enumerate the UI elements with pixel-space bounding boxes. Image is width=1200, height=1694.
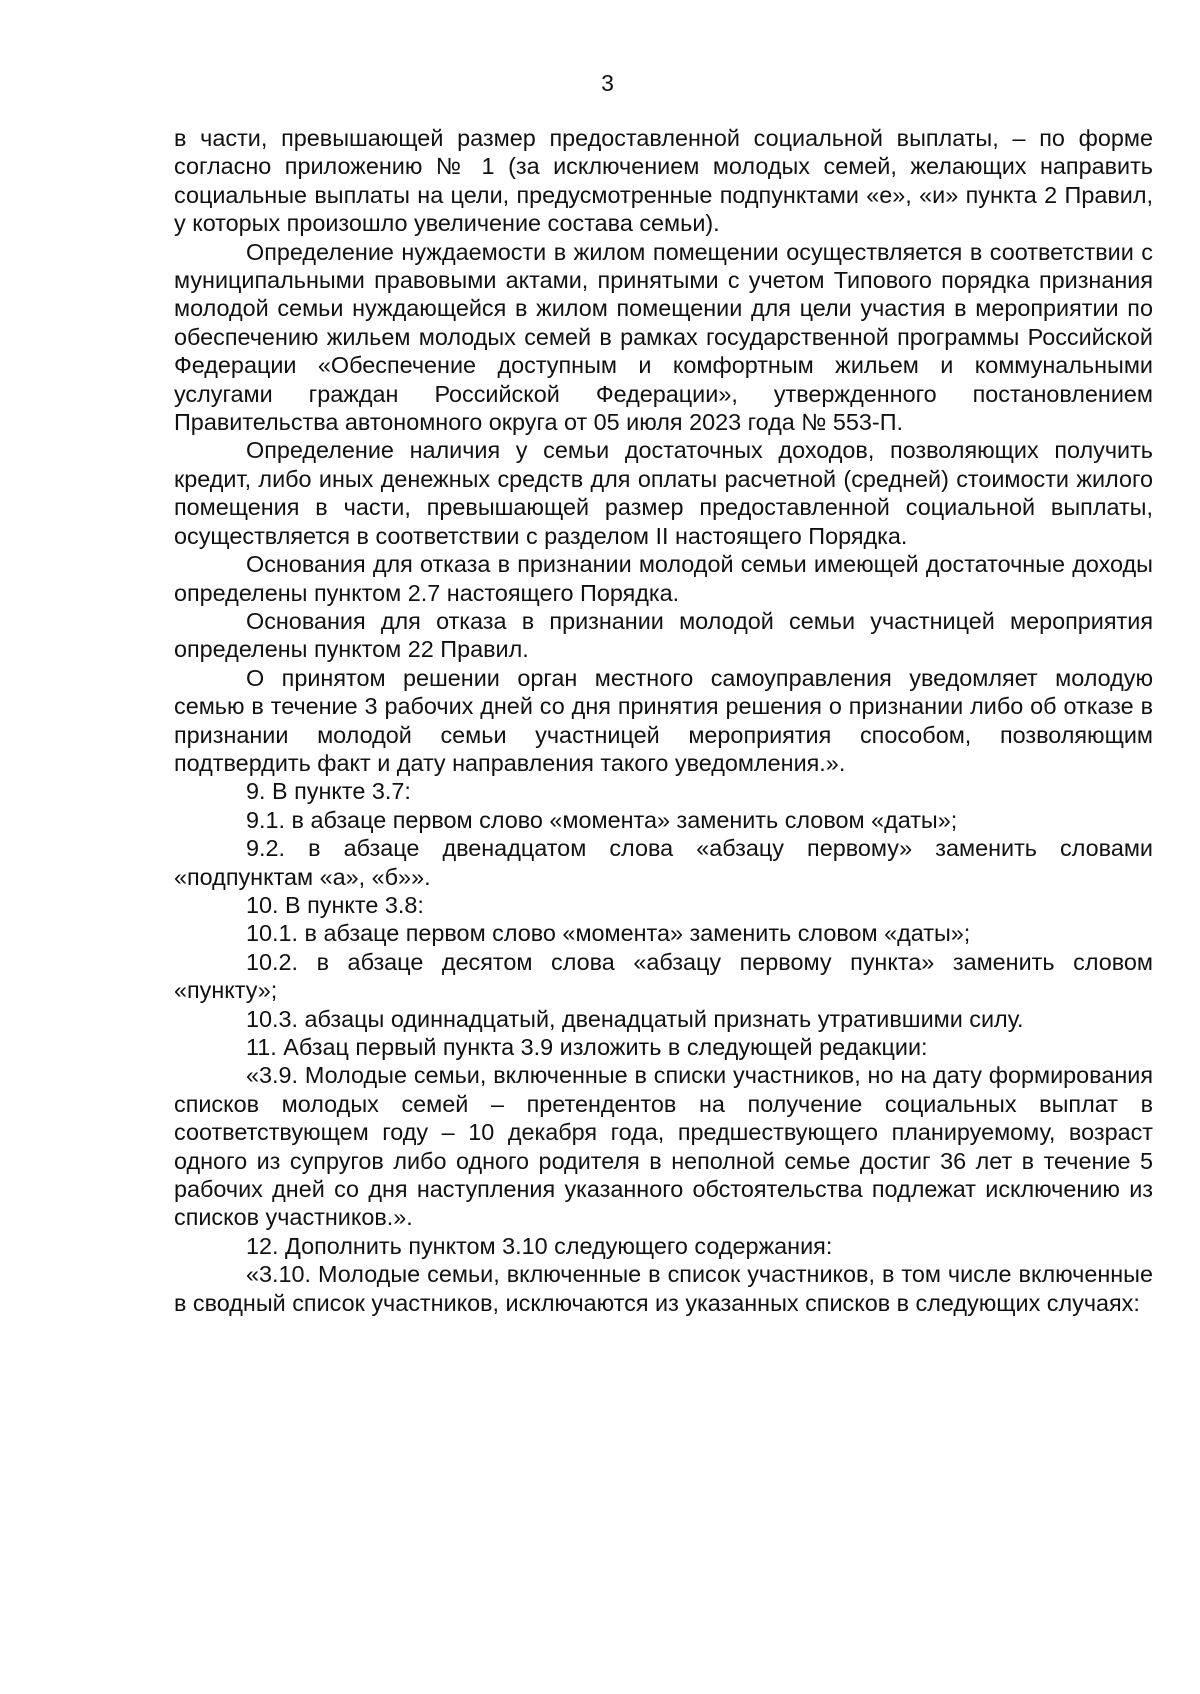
paragraph: Основания для отказа в признании молодой семьи имеющей достаточные доходы определены пунктом 2.7 настоящего Порядка. bbox=[174, 551, 1153, 606]
paragraph: О принятом решении орган местного самоуправления уведомляет молодую семью в течение 3 рабочих дней со дня принятия решения о признании либо об отказе в признании молодой семьи участницей мероприятия способом, позволяющим подтвердить факт и дату направления такого уведомления.». bbox=[174, 664, 1153, 776]
paragraph: 10. В пункте 3.8: bbox=[246, 891, 424, 918]
paragraph: «3.10. Молодые семьи, включенные в список участников, в том числе включенные в сводный список участников, исключаются из указанных списков в следующих случаях: bbox=[174, 1261, 1153, 1316]
paragraph: Основания для отказа в признании молодой семьи участницей мероприятия определены пунктом 22 Правил. bbox=[174, 607, 1153, 663]
paragraph: «3.9. Молодые семьи, включенные в списки участников, но на дату формирования списков молодых семей – претендентов на получение социальных выплат в соответствующем году – 10 декабря года, предшествующего планируемому, возраст одного из супругов либо одного родителя в неполной семье достиг 36 лет в течение 5 рабочих дней со дня наступления указанного обстоятельства подлежат исключению из списков участников.». bbox=[174, 1062, 1153, 1231]
paragraph: 10.1. в абзаце первом слово «момента» заменить словом «даты»; bbox=[246, 920, 971, 947]
paragraph: в части, превышающей размер предоставленной социальной выплаты, – по форме согласно приложению № 1 (за исключением молодых семей, желающих направить социальные выплаты на цели, предусмотренные подпунктами «е», «и» пункта 2 Правил, у которых произошло увеличение состава семьи). bbox=[174, 125, 1153, 237]
paragraph: 11. Абзац первый пункта 3.9 изложить в следующей редакции: bbox=[246, 1034, 928, 1060]
paragraph: 9.1. в абзаце первом слово «момента» заменить словом «даты»; bbox=[246, 806, 958, 833]
paragraph: 10.2. в абзаце десятом слова «абзацу первому пункта» заменить словом «пункту»; bbox=[174, 948, 1153, 1004]
paragraph: 12. Дополнить пунктом 3.10 следующего содержания: bbox=[246, 1232, 833, 1259]
paragraph: 9.2. в абзаце двенадцатом слова «абзацу первому» заменить словами «подпунктам «а», «б»». bbox=[174, 835, 1153, 890]
paragraph: 10.3. абзацы одиннадцатый, двенадцатый признать утратившими силу. bbox=[246, 1005, 1024, 1032]
document-body bbox=[174, 124, 1153, 1317]
page-number: 3 bbox=[601, 70, 614, 96]
paragraph: Определение наличия у семьи достаточных доходов, позволяющих получить кредит, либо иных денежных средств для оплаты расчетной (средней) стоимости жилого помещения в части, превышающей размер предоставленной социальной выплаты, осуществляется в соответствии с разделом II настоящего Порядка. bbox=[174, 437, 1153, 549]
paragraph: Определение нуждаемости в жилом помещении осуществляется в соответствии с муниципальными правовыми актами, принятыми с учетом Типового порядка признания молодой семьи нуждающейся в жилом помещении для цели участия в мероприятии по обеспечению жильем молодых семей в рамках государственной программы Российской Федерации «Обеспечение доступным и комфортным жильем и коммунальными услугами граждан Российской Федерации», утвержденного постановлением Правительства автономного округа от 05 июля 2023 года № 553-П. bbox=[174, 238, 1153, 436]
paragraph: 9. В пункте 3.7: bbox=[246, 778, 411, 805]
